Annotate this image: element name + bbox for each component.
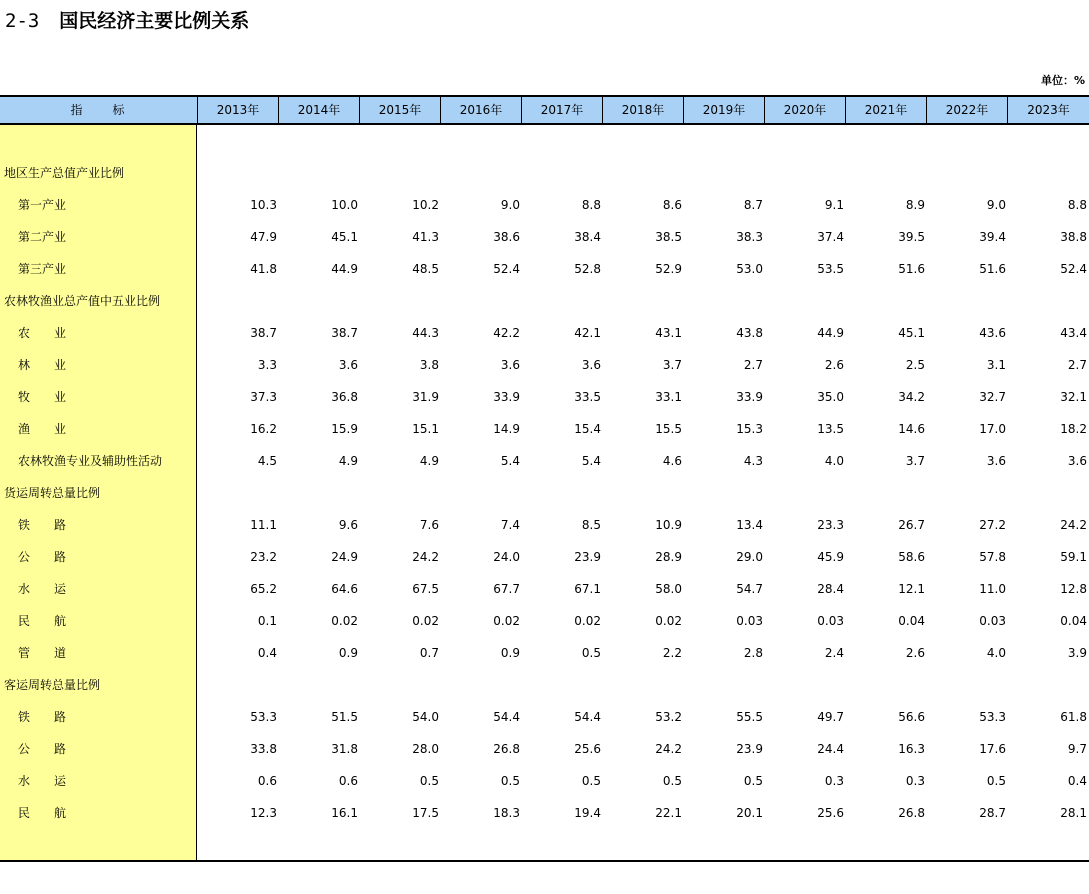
year-header: 2021年 xyxy=(845,97,926,123)
row-label: 管 道 xyxy=(18,646,67,660)
value-cell: 0.7 xyxy=(419,646,439,660)
value-cell: 38.8 xyxy=(1060,230,1087,244)
value-cell: 43.4 xyxy=(1060,326,1087,340)
value-cell: 31.9 xyxy=(412,390,439,404)
year-header: 2017年 xyxy=(521,97,602,123)
value-cell: 11.0 xyxy=(979,582,1006,596)
value-cell: 37.3 xyxy=(250,390,277,404)
value-cell: 28.9 xyxy=(655,550,682,564)
value-cell: 41.8 xyxy=(250,262,277,276)
value-cell: 4.9 xyxy=(419,454,439,468)
table-row xyxy=(0,413,1089,445)
value-cell: 3.7 xyxy=(905,454,925,468)
row-label: 水 运 xyxy=(18,774,67,788)
value-cell: 10.9 xyxy=(655,518,682,532)
value-cell: 54.7 xyxy=(736,582,763,596)
row-label: 第二产业 xyxy=(18,230,67,244)
value-cell: 0.02 xyxy=(493,614,520,628)
year-header: 2019年 xyxy=(683,97,764,123)
value-cell: 11.1 xyxy=(250,518,277,532)
value-cell: 44.3 xyxy=(412,326,439,340)
value-cell: 58.0 xyxy=(655,582,682,596)
value-cell: 4.3 xyxy=(743,454,763,468)
value-cell: 8.5 xyxy=(581,518,601,532)
value-cell: 15.9 xyxy=(331,422,358,436)
value-cell: 43.6 xyxy=(979,326,1006,340)
year-header: 2016年 xyxy=(440,97,521,123)
category-label: 农林牧渔业总产值中五业比例 xyxy=(4,294,161,308)
value-cell: 0.6 xyxy=(257,774,277,788)
value-cell: 43.1 xyxy=(655,326,682,340)
row-label: 渔 业 xyxy=(18,422,67,436)
value-cell: 0.5 xyxy=(743,774,763,788)
value-cell: 28.4 xyxy=(817,582,844,596)
value-cell: 10.3 xyxy=(250,198,277,212)
category-row xyxy=(0,285,1089,317)
value-cell: 38.3 xyxy=(736,230,763,244)
value-cell: 48.5 xyxy=(412,262,439,276)
value-cell: 2.6 xyxy=(905,646,925,660)
category-row xyxy=(0,669,1089,701)
value-cell: 35.0 xyxy=(817,390,844,404)
table-row xyxy=(0,253,1089,285)
value-cell: 2.7 xyxy=(1067,358,1087,372)
value-cell: 3.6 xyxy=(500,358,520,372)
value-cell: 0.9 xyxy=(338,646,358,660)
value-cell: 47.9 xyxy=(250,230,277,244)
value-cell: 39.5 xyxy=(898,230,925,244)
value-cell: 16.2 xyxy=(250,422,277,436)
value-cell: 7.4 xyxy=(500,518,520,532)
value-cell: 9.1 xyxy=(824,198,844,212)
value-cell: 56.6 xyxy=(898,710,925,724)
value-cell: 24.2 xyxy=(1060,518,1087,532)
row-label: 牧 业 xyxy=(18,390,67,404)
value-cell: 34.2 xyxy=(898,390,925,404)
value-cell: 0.4 xyxy=(257,646,277,660)
value-cell: 43.8 xyxy=(736,326,763,340)
value-cell: 15.4 xyxy=(574,422,601,436)
value-cell: 41.3 xyxy=(412,230,439,244)
value-cell: 24.9 xyxy=(331,550,358,564)
value-cell: 32.1 xyxy=(1060,390,1087,404)
value-cell: 45.1 xyxy=(898,326,925,340)
value-cell: 67.1 xyxy=(574,582,601,596)
value-cell: 0.03 xyxy=(817,614,844,628)
value-cell: 59.1 xyxy=(1060,550,1087,564)
value-cell: 5.4 xyxy=(581,454,601,468)
table-title: 国民经济主要比例关系 xyxy=(59,10,250,32)
value-cell: 9.6 xyxy=(338,518,358,532)
value-cell: 9.0 xyxy=(986,198,1006,212)
value-cell: 12.3 xyxy=(250,806,277,820)
value-cell: 2.4 xyxy=(824,646,844,660)
value-cell: 0.6 xyxy=(338,774,358,788)
indicator-header: 指 标 xyxy=(70,103,127,117)
value-cell: 42.2 xyxy=(493,326,520,340)
table-row xyxy=(0,509,1089,541)
value-cell: 24.0 xyxy=(493,550,520,564)
value-cell: 13.4 xyxy=(736,518,763,532)
value-cell: 0.5 xyxy=(419,774,439,788)
row-label: 水 运 xyxy=(18,582,67,596)
value-cell: 3.6 xyxy=(581,358,601,372)
value-cell: 7.6 xyxy=(419,518,439,532)
value-cell: 38.4 xyxy=(574,230,601,244)
value-cell: 24.2 xyxy=(412,550,439,564)
value-cell: 29.0 xyxy=(736,550,763,564)
value-cell: 15.1 xyxy=(412,422,439,436)
value-cell: 2.6 xyxy=(824,358,844,372)
value-cell: 33.9 xyxy=(736,390,763,404)
value-cell: 0.04 xyxy=(898,614,925,628)
value-cell: 8.6 xyxy=(662,198,682,212)
year-header: 2020年 xyxy=(764,97,845,123)
value-cell: 37.4 xyxy=(817,230,844,244)
value-cell: 15.5 xyxy=(655,422,682,436)
value-cell: 8.9 xyxy=(905,198,925,212)
table-bottom-border xyxy=(0,860,1089,862)
data-table xyxy=(0,95,1089,862)
value-cell: 26.8 xyxy=(898,806,925,820)
value-cell: 23.2 xyxy=(250,550,277,564)
value-cell: 65.2 xyxy=(250,582,277,596)
value-cell: 51.6 xyxy=(979,262,1006,276)
value-cell: 10.2 xyxy=(412,198,439,212)
row-label: 民 航 xyxy=(18,614,67,628)
value-cell: 9.7 xyxy=(1067,742,1087,756)
table-row xyxy=(0,189,1089,221)
value-cell: 0.03 xyxy=(736,614,763,628)
row-label: 农 业 xyxy=(18,326,67,340)
value-cell: 20.1 xyxy=(736,806,763,820)
value-cell: 0.02 xyxy=(331,614,358,628)
value-cell: 38.6 xyxy=(493,230,520,244)
value-cell: 0.02 xyxy=(655,614,682,628)
value-cell: 17.0 xyxy=(979,422,1006,436)
value-cell: 10.0 xyxy=(331,198,358,212)
value-cell: 52.9 xyxy=(655,262,682,276)
value-cell: 0.5 xyxy=(581,646,601,660)
value-cell: 55.5 xyxy=(736,710,763,724)
row-label: 铁 路 xyxy=(18,518,67,532)
value-cell: 36.8 xyxy=(331,390,358,404)
value-cell: 22.1 xyxy=(655,806,682,820)
value-cell: 2.8 xyxy=(743,646,763,660)
value-cell: 61.8 xyxy=(1060,710,1087,724)
value-cell: 51.5 xyxy=(331,710,358,724)
value-cell: 3.6 xyxy=(986,454,1006,468)
row-label: 第一产业 xyxy=(18,198,67,212)
value-cell: 0.04 xyxy=(1060,614,1087,628)
value-cell: 9.0 xyxy=(500,198,520,212)
value-cell: 28.0 xyxy=(412,742,439,756)
value-cell: 0.3 xyxy=(905,774,925,788)
value-cell: 67.7 xyxy=(493,582,520,596)
value-cell: 45.1 xyxy=(331,230,358,244)
value-cell: 17.5 xyxy=(412,806,439,820)
value-cell: 8.7 xyxy=(743,198,763,212)
value-cell: 15.3 xyxy=(736,422,763,436)
value-cell: 33.1 xyxy=(655,390,682,404)
table-row xyxy=(0,381,1089,413)
value-cell: 44.9 xyxy=(817,326,844,340)
value-cell: 3.7 xyxy=(662,358,682,372)
table-row xyxy=(0,733,1089,765)
value-cell: 26.7 xyxy=(898,518,925,532)
value-cell: 0.5 xyxy=(986,774,1006,788)
value-cell: 53.3 xyxy=(250,710,277,724)
value-cell: 28.1 xyxy=(1060,806,1087,820)
value-cell: 4.0 xyxy=(824,454,844,468)
value-cell: 45.9 xyxy=(817,550,844,564)
value-cell: 67.5 xyxy=(412,582,439,596)
value-cell: 53.0 xyxy=(736,262,763,276)
category-row xyxy=(0,477,1089,509)
value-cell: 16.1 xyxy=(331,806,358,820)
value-cell: 52.8 xyxy=(574,262,601,276)
table-row xyxy=(0,605,1089,637)
row-label: 第三产业 xyxy=(18,262,67,276)
value-cell: 12.1 xyxy=(898,582,925,596)
value-cell: 4.0 xyxy=(986,646,1006,660)
category-label: 地区生产总值产业比例 xyxy=(4,166,125,180)
value-cell: 57.8 xyxy=(979,550,1006,564)
year-header: 2023年 xyxy=(1007,97,1089,123)
value-cell: 38.5 xyxy=(655,230,682,244)
value-cell: 44.9 xyxy=(331,262,358,276)
value-cell: 54.0 xyxy=(412,710,439,724)
value-cell: 0.5 xyxy=(500,774,520,788)
table-row xyxy=(0,541,1089,573)
value-cell: 54.4 xyxy=(574,710,601,724)
value-cell: 53.2 xyxy=(655,710,682,724)
value-cell: 39.4 xyxy=(979,230,1006,244)
value-cell: 3.3 xyxy=(257,358,277,372)
value-cell: 64.6 xyxy=(331,582,358,596)
value-cell: 18.3 xyxy=(493,806,520,820)
value-cell: 24.2 xyxy=(655,742,682,756)
value-cell: 24.4 xyxy=(817,742,844,756)
value-cell: 25.6 xyxy=(574,742,601,756)
year-header: 2022年 xyxy=(926,97,1007,123)
table-row xyxy=(0,445,1089,477)
value-cell: 3.1 xyxy=(986,358,1006,372)
value-cell: 12.8 xyxy=(1060,582,1087,596)
value-cell: 53.5 xyxy=(817,262,844,276)
row-label: 民 航 xyxy=(18,806,67,820)
table-number: 2-3 xyxy=(5,10,40,32)
value-cell: 23.9 xyxy=(574,550,601,564)
value-cell: 23.3 xyxy=(817,518,844,532)
table-row xyxy=(0,701,1089,733)
category-label: 客运周转总量比例 xyxy=(4,678,101,692)
table-row xyxy=(0,221,1089,253)
value-cell: 32.7 xyxy=(979,390,1006,404)
value-cell: 4.5 xyxy=(257,454,277,468)
year-header: 2014年 xyxy=(278,97,359,123)
value-cell: 3.6 xyxy=(338,358,358,372)
value-cell: 0.02 xyxy=(574,614,601,628)
value-cell: 2.7 xyxy=(743,358,763,372)
table-row xyxy=(0,765,1089,797)
value-cell: 0.9 xyxy=(500,646,520,660)
value-cell: 2.2 xyxy=(662,646,682,660)
year-header: 2015年 xyxy=(359,97,440,123)
category-label: 货运周转总量比例 xyxy=(4,486,101,500)
value-cell: 0.5 xyxy=(662,774,682,788)
year-header: 2013年 xyxy=(197,97,278,123)
row-label: 林 业 xyxy=(18,358,67,372)
row-label: 农林牧渔专业及辅助性活动 xyxy=(18,454,163,468)
value-cell: 14.6 xyxy=(898,422,925,436)
value-cell: 5.4 xyxy=(500,454,520,468)
row-label: 公 路 xyxy=(18,550,67,564)
value-cell: 53.3 xyxy=(979,710,1006,724)
value-cell: 27.2 xyxy=(979,518,1006,532)
row-label: 铁 路 xyxy=(18,710,67,724)
value-cell: 42.1 xyxy=(574,326,601,340)
value-cell: 14.9 xyxy=(493,422,520,436)
table-row xyxy=(0,637,1089,669)
page-title xyxy=(5,6,249,33)
value-cell: 38.7 xyxy=(250,326,277,340)
value-cell: 31.8 xyxy=(331,742,358,756)
value-cell: 4.6 xyxy=(662,454,682,468)
value-cell: 0.03 xyxy=(979,614,1006,628)
value-cell: 38.7 xyxy=(331,326,358,340)
value-cell: 4.9 xyxy=(338,454,358,468)
value-cell: 58.6 xyxy=(898,550,925,564)
value-cell: 16.3 xyxy=(898,742,925,756)
row-label: 公 路 xyxy=(18,742,67,756)
table-row xyxy=(0,317,1089,349)
value-cell: 33.9 xyxy=(493,390,520,404)
value-cell: 54.4 xyxy=(493,710,520,724)
value-cell: 0.02 xyxy=(412,614,439,628)
value-cell: 0.5 xyxy=(581,774,601,788)
value-cell: 0.3 xyxy=(824,774,844,788)
value-cell: 25.6 xyxy=(817,806,844,820)
value-cell: 2.5 xyxy=(905,358,925,372)
table-row xyxy=(0,573,1089,605)
value-cell: 13.5 xyxy=(817,422,844,436)
value-cell: 52.4 xyxy=(493,262,520,276)
category-row xyxy=(0,157,1089,189)
value-cell: 8.8 xyxy=(581,198,601,212)
value-cell: 0.1 xyxy=(257,614,277,628)
value-cell: 18.2 xyxy=(1060,422,1087,436)
value-cell: 19.4 xyxy=(574,806,601,820)
table-header xyxy=(0,95,1089,125)
unit-label: 单位：% xyxy=(1040,74,1085,87)
value-cell: 0.4 xyxy=(1067,774,1087,788)
value-cell: 3.6 xyxy=(1067,454,1087,468)
value-cell: 52.4 xyxy=(1060,262,1087,276)
year-header: 2018年 xyxy=(602,97,683,123)
value-cell: 33.8 xyxy=(250,742,277,756)
value-cell: 17.6 xyxy=(979,742,1006,756)
value-cell: 33.5 xyxy=(574,390,601,404)
value-cell: 26.8 xyxy=(493,742,520,756)
value-cell: 23.9 xyxy=(736,742,763,756)
value-cell: 49.7 xyxy=(817,710,844,724)
value-cell: 8.8 xyxy=(1067,198,1087,212)
value-cell: 28.7 xyxy=(979,806,1006,820)
value-cell: 3.8 xyxy=(419,358,439,372)
table-row xyxy=(0,349,1089,381)
value-cell: 3.9 xyxy=(1067,646,1087,660)
value-cell: 51.6 xyxy=(898,262,925,276)
table-row xyxy=(0,797,1089,829)
